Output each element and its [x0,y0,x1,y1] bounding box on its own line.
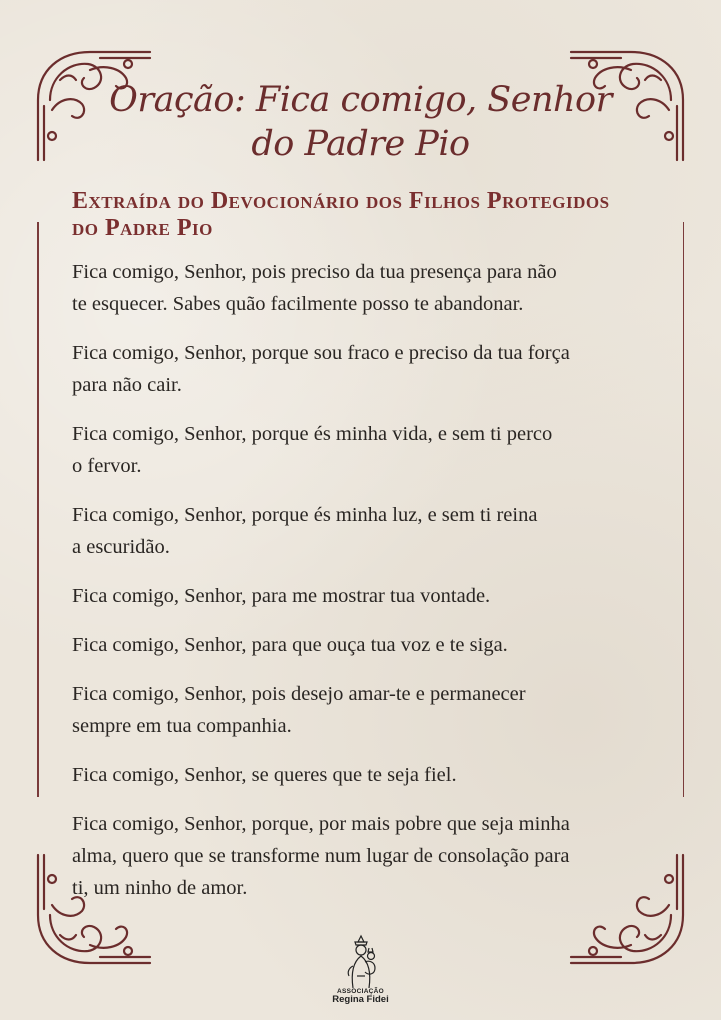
left-border-line [37,222,39,797]
prayer-line: Fica comigo, Senhor, pois preciso da tua presença para não [72,261,557,283]
prayer-paragraph [72,337,662,401]
prayer-line: Fica comigo, Senhor, se queres que te seja fiel. [72,764,457,786]
prayer-line: Fica comigo, Senhor, pois desejo amar-te e permanecer [72,683,526,705]
prayer-line: Fica comigo, Senhor, porque és minha vida, e sem ti perco [72,423,553,445]
prayer-paragraph [72,580,662,612]
prayer-line: Fica comigo, Senhor, porque sou fraco e preciso da tua força [72,342,570,364]
prayer-line: Fica comigo, Senhor, porque és minha luz, e sem ti reina [72,504,538,526]
prayer-paragraph [72,759,662,791]
prayer-line: Fica comigo, Senhor, para que ouça tua voz e te siga. [72,634,508,656]
title-line-2: do Padre Pio [251,124,470,164]
prayer-line: para não cair. [72,374,182,396]
logo-label-small: ASSOCIAÇÃO [336,988,385,995]
prayer-line: o fervor. [72,455,142,477]
prayer-paragraph [72,418,662,482]
prayer-paragraph [72,629,662,661]
title-line-1: Oração: Fica comigo, Senhor [109,80,612,120]
prayer-body [72,256,662,921]
prayer-paragraph [72,678,662,742]
prayer-line: sempre em tua companhia. [72,715,292,737]
madonna-child-icon [331,932,391,990]
prayer-line: Fica comigo, Senhor, porque, por mais pobre que seja minha [72,813,570,835]
prayer-line: te esquecer. Sabes quão facilmente posso te abandonar. [72,293,524,315]
subtitle: Extraída do Devocionário dos Filhos Protegidos do Padre Pio [72,188,610,241]
prayer-line: ti, um ninho de amor. [72,877,248,899]
prayer-paragraph [72,499,662,563]
prayer-paragraph [72,256,662,320]
prayer-line: a escuridão. [72,536,170,558]
logo-label-name: Regina Fidei [332,994,389,1005]
prayer-paragraph [72,808,662,904]
right-border-line [683,222,685,797]
association-logo [318,932,403,1012]
page-title [0,78,721,166]
prayer-line: Fica comigo, Senhor, para me mostrar tua vontade. [72,585,491,607]
prayer-line: alma, quero que se transforme num lugar de consolação para [72,845,570,867]
